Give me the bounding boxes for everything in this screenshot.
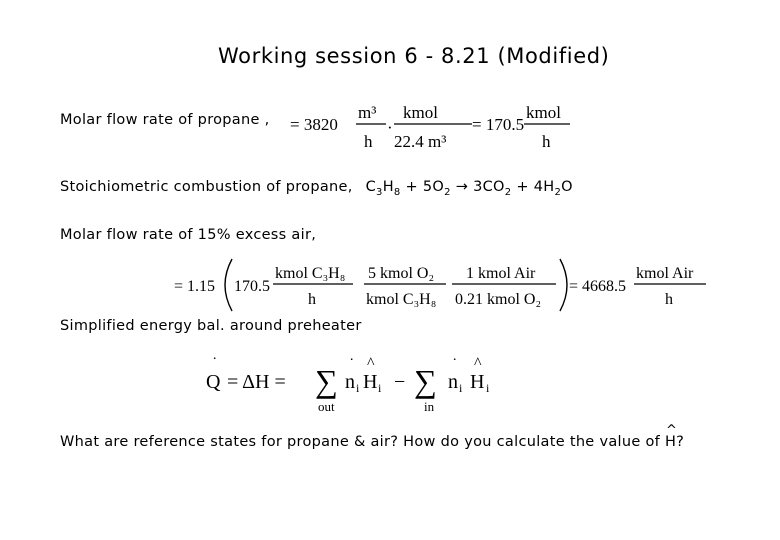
n-out: n [345, 371, 355, 393]
fraction-2-denominator: 22.4 m³ [394, 132, 447, 151]
h-hat-letter: H [664, 434, 677, 450]
co2-subscript: 2 [504, 186, 512, 198]
water-o: O [561, 179, 573, 195]
h-out-subscript: i [378, 381, 382, 395]
air-fraction-1-numerator: kmol C₃H₈ [275, 265, 346, 282]
sum-in-symbol: ∑ [414, 363, 437, 399]
fraction-1-denominator: h [364, 132, 373, 151]
equals-delta-h: = ΔH = [227, 371, 286, 393]
question-text: What are reference states for propane & air? How do you calculate the value of [60, 434, 665, 450]
page-title: Working session 6 - 8.21 (Modified) [218, 44, 610, 68]
n-in: n [448, 371, 458, 393]
product-water: + 4H [516, 179, 555, 195]
air-flow-label: Molar flow rate of 15% excess air, [60, 227, 317, 243]
h-in-subscript: i [486, 381, 490, 395]
reactant-c: C [365, 179, 377, 195]
sum-out-label: out [318, 399, 335, 414]
molar-flow-label: Molar flow rate of propane , [60, 112, 270, 128]
air-fraction-3-denominator: 0.21 kmol O₂ [455, 291, 542, 308]
air-fraction-3-numerator: 1 kmol Air [466, 265, 536, 282]
arrow-icon: → [455, 179, 469, 195]
air-fraction-2-denominator: kmol C₃H₈ [366, 291, 437, 308]
reactant-c-subscript: 3 [376, 186, 383, 198]
fraction-2-numerator: kmol [403, 103, 438, 122]
stoichiometric-text: Stoichiometric combustion of propane, [60, 179, 353, 195]
sum-out-symbol: ∑ [315, 363, 338, 399]
h-out: H [363, 371, 378, 393]
n-in-dot: ˙ [452, 356, 458, 373]
h-hat-symbol [664, 423, 678, 450]
air-fraction-2-numerator: 5 kmol O₂ [368, 265, 435, 282]
equals-4668-5: = 4668.5 [569, 278, 627, 295]
energy-balance-label: Simplified energy bal. around preheater [60, 318, 362, 334]
fraction-3-numerator: kmol [526, 103, 561, 122]
value-170-5: 170.5 [234, 278, 270, 295]
n-in-subscript: i [459, 381, 463, 395]
h-out-hat: ^ [367, 355, 375, 372]
product-co2: 3CO [473, 179, 505, 195]
water-subscript: 2 [554, 186, 562, 198]
question [60, 423, 685, 450]
reactant-h: H [382, 179, 394, 195]
oxygen-subscript: 2 [444, 186, 451, 198]
h-in: H [470, 371, 485, 393]
fraction-1-numerator: m³ [358, 103, 377, 122]
n-out-dot: ˙ [349, 356, 355, 373]
multiply-dot: · [387, 118, 393, 137]
air-fraction-4-denominator: h [665, 291, 673, 308]
equals-170-5: = 170.5 [472, 115, 525, 134]
question-mark: ? [676, 434, 685, 450]
q-dot: ˙ [212, 355, 218, 372]
equals-3820: = 3820 [290, 115, 338, 134]
fraction-3-denominator: h [542, 132, 551, 151]
equals-1-15: = 1.15 [174, 278, 216, 295]
reactant-oxygen: + 5O [405, 179, 445, 195]
h-hat-accent: ^ [665, 423, 678, 438]
air-fraction-1-denominator: h [308, 291, 316, 308]
air-fraction-4-numerator: kmol Air [636, 265, 694, 282]
h-in-hat: ^ [474, 355, 482, 372]
q-symbol: Q [206, 371, 221, 393]
reactant-h-subscript: 8 [393, 186, 401, 198]
sum-in-label: in [424, 399, 435, 414]
minus-sign: − [394, 371, 406, 393]
n-out-subscript: i [356, 381, 360, 395]
